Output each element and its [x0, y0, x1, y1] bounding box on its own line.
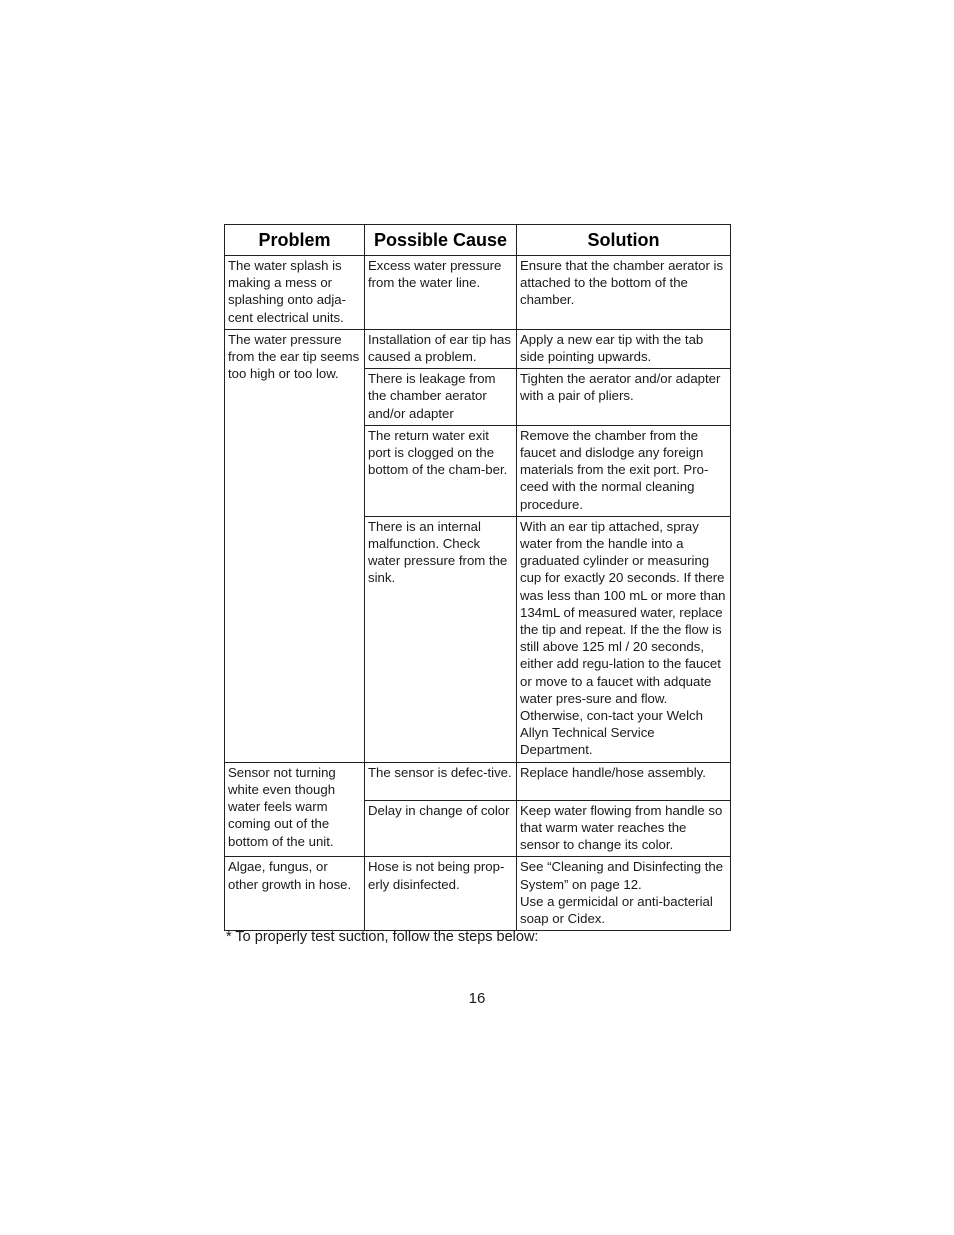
solution-cell — [517, 857, 731, 931]
header-problem: Problem — [225, 225, 365, 256]
solution-cell: With an ear tip attached, spray water from the handle into a graduated cylinder or measuring cup for exactly 20 seconds. If there was less than 100 mL or more than 134mL of measured water, replace the tip and repeat. If the the flow is still above 125 ml / 20 seconds, either add regu-lation to the faucet or move to a faucet with adquate water pres-sure and flow. Otherwise, con-tact your Welch Allyn Technical Service Department. — [517, 516, 731, 762]
solution-cell: Tighten the aerator and/or adapter with a pair of pliers. — [517, 369, 731, 426]
table-row — [225, 857, 731, 931]
solution-cell: Apply a new ear tip with the tab side pointing upwards. — [517, 329, 731, 368]
cause-cell: Delay in change of color — [365, 800, 517, 857]
cause-cell: The return water exit port is clogged on the bottom of the cham-ber. — [365, 425, 517, 516]
troubleshooting-table — [224, 224, 731, 931]
problem-cell: Algae, fungus, or other growth in hose. — [225, 857, 365, 931]
cause-cell: Excess water pressure from the water line. — [365, 256, 517, 330]
problem-cell: Sensor not turning white even though water feels warm coming out of the bottom of the unit. — [225, 762, 365, 857]
solution-cell: Remove the chamber from the faucet and dislodge any foreign materials from the exit port. Pro-ceed with the normal cleaning procedure. — [517, 425, 731, 516]
cause-cell: There is leakage from the chamber aerator and/or adapter — [365, 369, 517, 426]
table-row — [225, 762, 731, 800]
solution-cell: Ensure that the chamber aerator is attached to the bottom of the chamber. — [517, 256, 731, 330]
problem-cell: The water pressure from the ear tip seems too high or too low. — [225, 329, 365, 762]
table-row — [225, 329, 731, 368]
page-number: 16 — [468, 990, 486, 1007]
footnote: * To properly test suction, follow the steps below: — [226, 929, 539, 945]
header-possible-cause: Possible Cause — [365, 225, 517, 256]
cause-cell: Installation of ear tip has caused a problem. — [365, 329, 517, 368]
table-row — [225, 256, 731, 330]
cause-cell: Hose is not being prop-erly disinfected. — [365, 857, 517, 931]
problem-cell: The water splash is making a mess or splashing onto adja-cent electrical units. — [225, 256, 365, 330]
solution-line: Use a germicidal or anti-bacterial soap or Cidex. — [520, 893, 713, 926]
solution-cell: Keep water flowing from handle so that warm water reaches the sensor to change its color. — [517, 800, 731, 857]
header-solution: Solution — [517, 225, 731, 256]
cause-cell: The sensor is defec-tive. — [365, 762, 517, 800]
cause-cell: There is an internal malfunction. Check water pressure from the sink. — [365, 516, 517, 762]
solution-line: See “Cleaning and Disinfecting the System” on page 12. — [520, 859, 724, 892]
table-header-row — [225, 225, 731, 256]
solution-cell: Replace handle/hose assembly. — [517, 762, 731, 800]
